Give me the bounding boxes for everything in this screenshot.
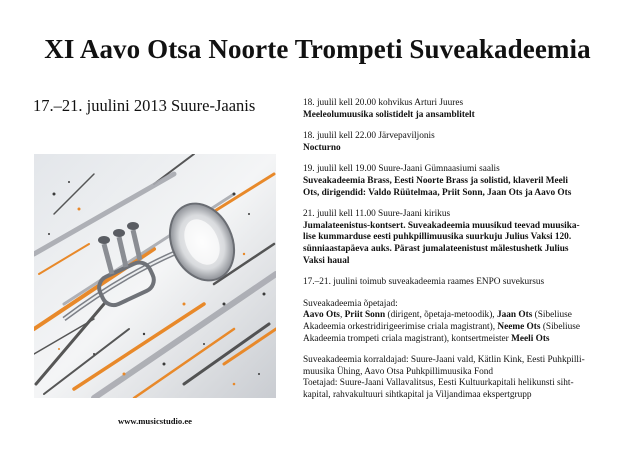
trumpet-painting-icon	[34, 154, 276, 398]
teachers-heading: Suveakadeemia õpetajad:	[303, 298, 398, 309]
event-1-when: 18. juulil kell 20.00 kohvikus Arturi Juures	[303, 98, 464, 108]
event-1-title: Meeleolumuusika solistidelt ja ansamblitelt	[303, 109, 475, 120]
page-title: XI Aavo Otsa Noorte Trompeti Suveakadeemia	[44, 34, 591, 64]
event-dates: 17.–21. juulini 2013 Suure-Jaanis	[33, 96, 256, 115]
organizers-line: Suveakadeemia korraldajad: Suure-Jaani vald, Kätlin Kink, Eesti Puhkpilli-	[303, 355, 585, 366]
organizers-line: muusika Ühing, Aavo Otsa Puhkpillimuusika Fond	[303, 366, 494, 377]
event-4-title-line: lise kummarduse eesti puhkpillimuusika suurkuju Julius Vaksi 120.	[303, 232, 572, 243]
supporters-line: kapital, rahvakultuuri sihtkapital ja Viljandimaa ekspertgrupp	[303, 389, 532, 400]
event-3-title-line: Ots, dirigendid: Valdo Rüütelmaa, Priit Sonn, Jaan Ots ja Aavo Ots	[303, 187, 572, 198]
event-3-when: 19. juulil kell 19.00 Suure-Jaani Gümnaasiumi saalis	[303, 164, 500, 175]
teachers-line: Akadeemia orkestridirigeerimise criala magistrant), Neeme Ots (Sibeliuse	[303, 321, 581, 332]
event-4-title-line: sünniaastapäeva auks. Pärast jumalateenistust mälestushetk Julius	[303, 243, 569, 254]
teachers-line: Akadeemia trompeti criala magistrant), kontsertmeister Meeli Ots	[303, 333, 550, 344]
event-3-title-line: Suveakadeemia Brass, Eesti Noorte Brass ja solistid, klaveril Meeli	[303, 175, 568, 186]
supporters-line: Toetajad: Suure-Jaani Vallavalitsus, Eesti Kultuurkapitali helikunsti siht-	[303, 378, 574, 389]
event-2-when: 18. juulil kell 22.00 Järvepaviljonis	[303, 131, 435, 142]
event-4-when: 21. juulil kell 11.00 Suure-Jaani kirikus	[303, 209, 451, 220]
program-column	[303, 98, 608, 401]
website-link[interactable]: www.musicstudio.ee	[117, 416, 192, 426]
course-note: 17.–21. juulini toimub suveakadeemia raames ENPO suvekursus	[303, 277, 545, 288]
trumpet-painting-image	[34, 154, 276, 398]
teachers-line: Aavo Ots, Priit Sonn (dirigent, õpetaja-metoodik), Jaan Ots (Sibeliuse	[303, 310, 572, 321]
event-2-title: Nocturno	[303, 142, 341, 153]
event-4-title-line: Vaksi haual	[303, 255, 350, 266]
event-4-title-line: Jumalateenistus-kontsert. Suveakadeemia muusikud teevad muusika-	[303, 220, 580, 231]
